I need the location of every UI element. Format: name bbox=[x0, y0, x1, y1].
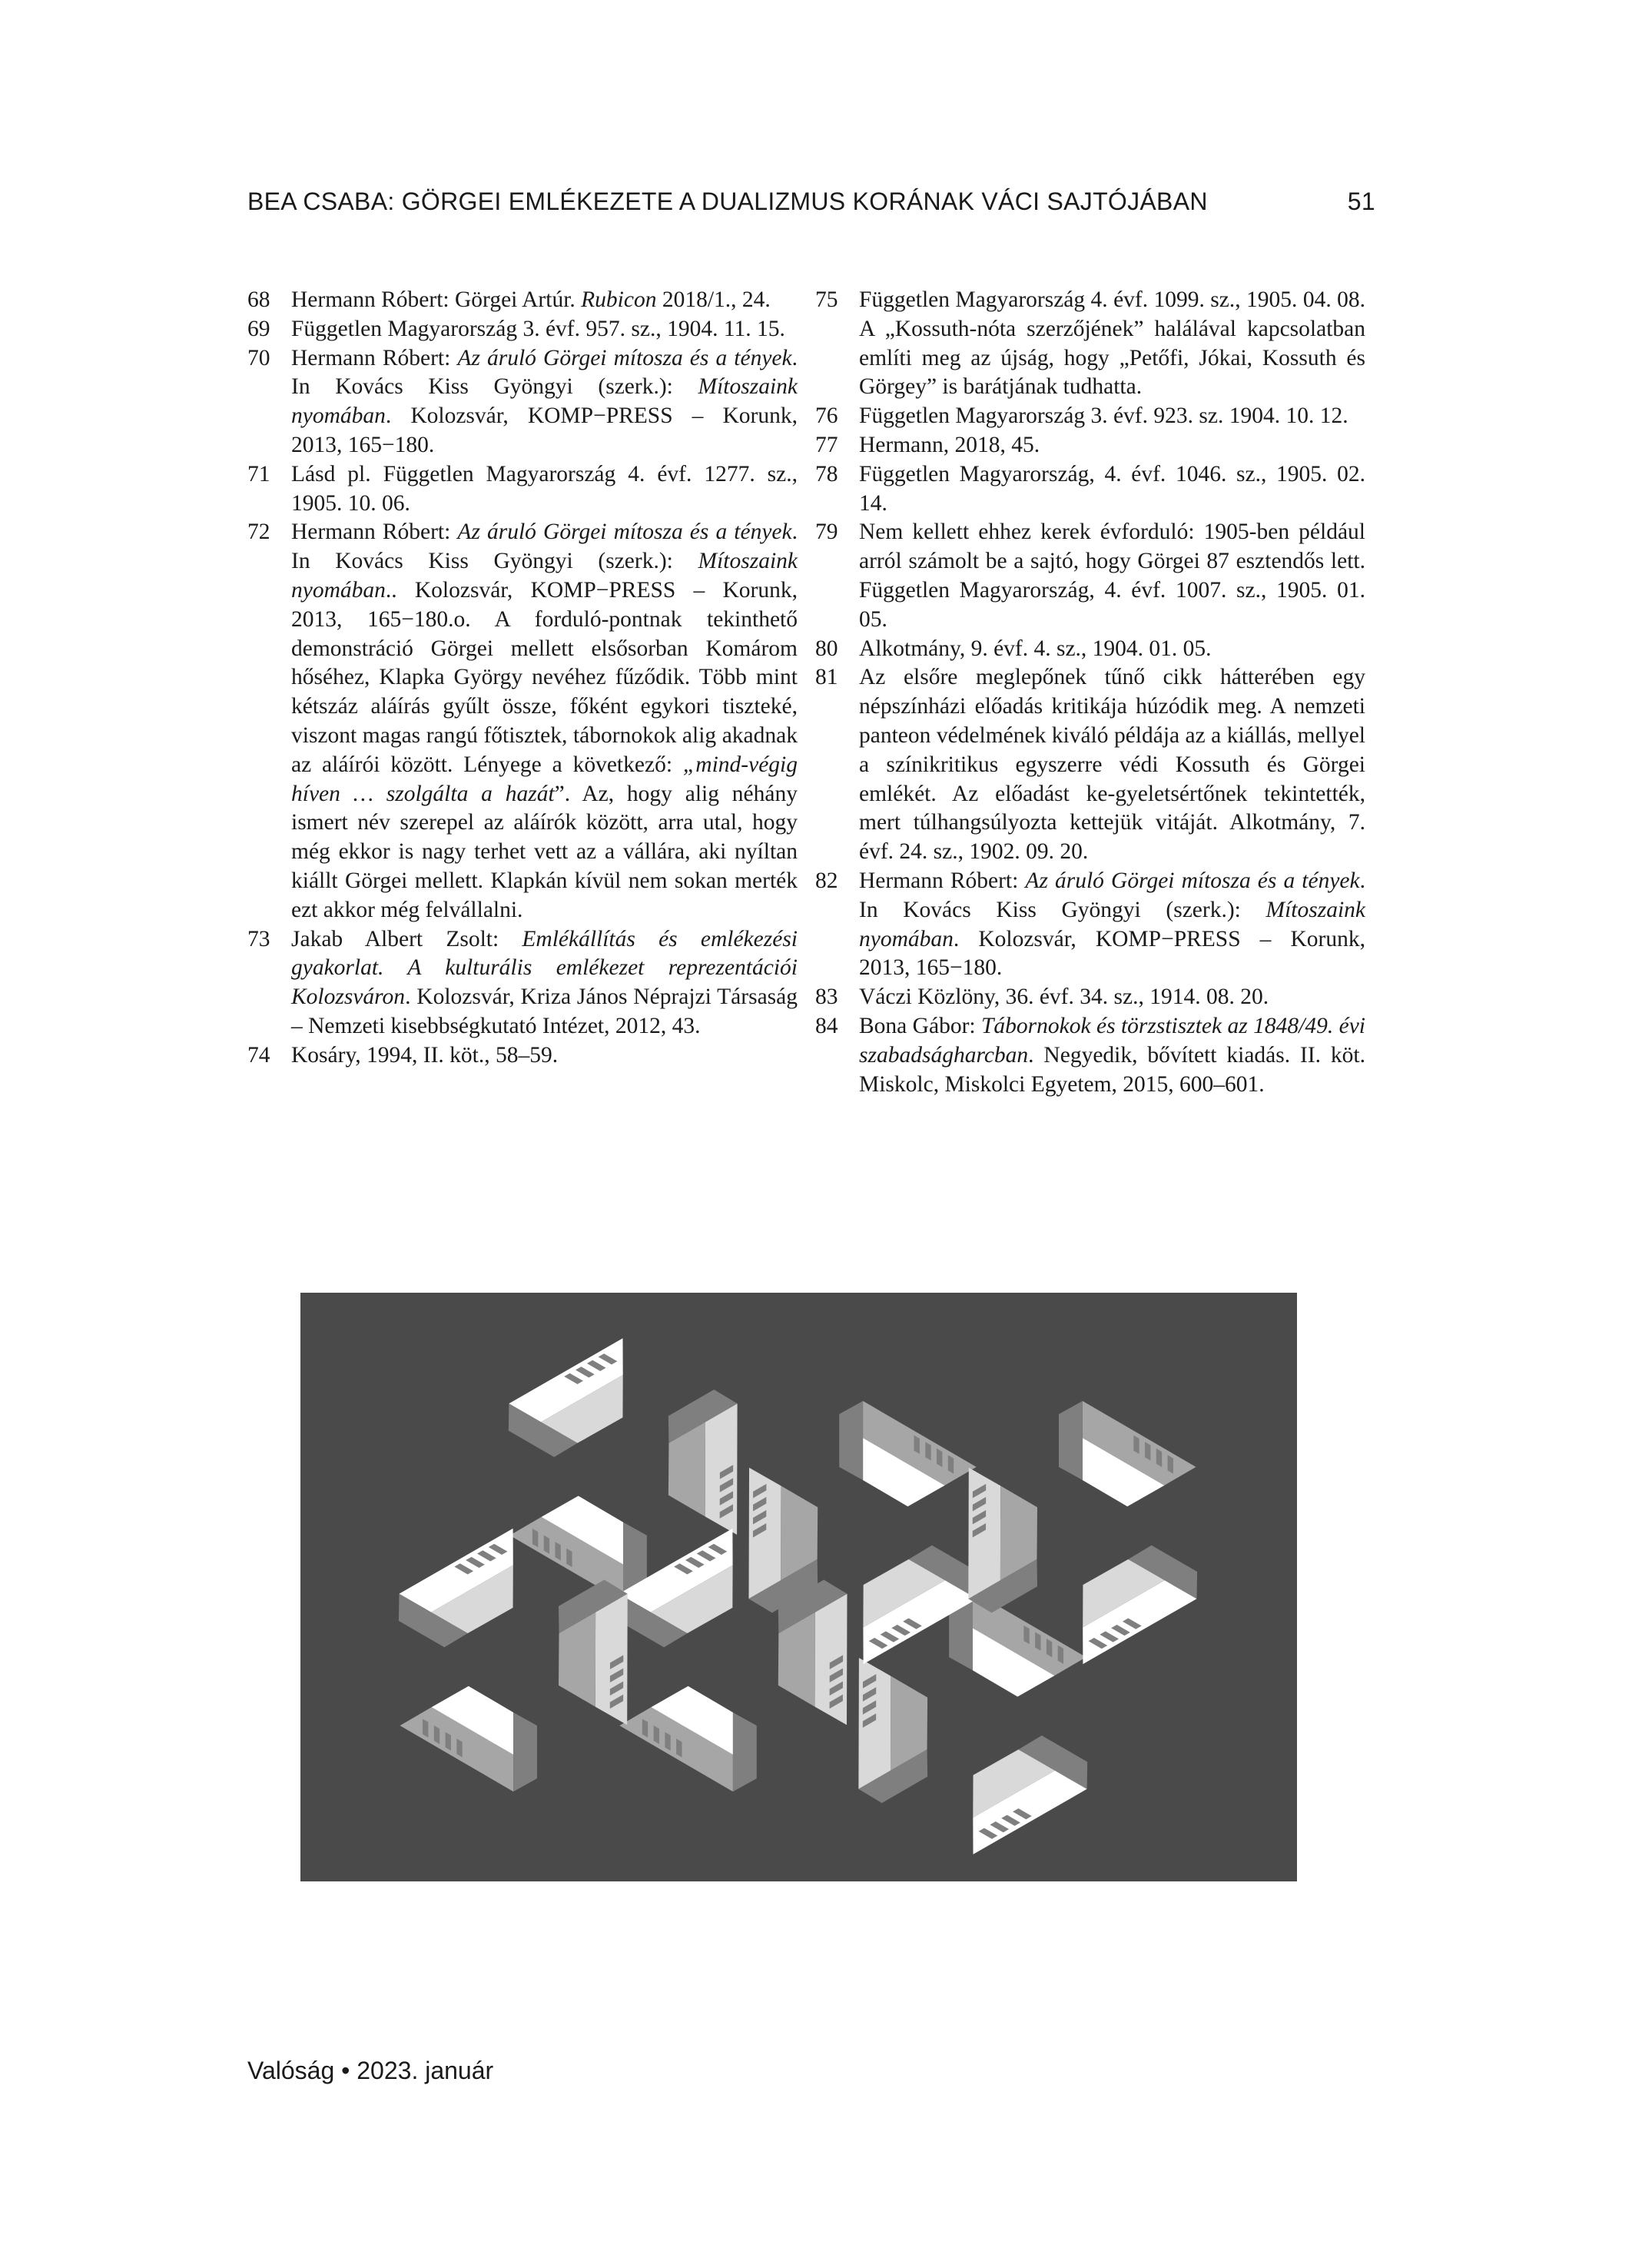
notes-column-right bbox=[815, 286, 1365, 1099]
footnote-number: 71 bbox=[247, 461, 270, 486]
art-hole bbox=[708, 1631, 758, 1675]
footnote-text: Az elsőre meglepőnek tűnő cikk hátterében egy népszínházi előadás kritikája húzódik meg. A nemzeti panteon védelmének kiváló példája az a kiállás, mellyel a színikritikus egyszerre védi Kossuth és Görgei emlékét. Az előadást ke-gyeletsértőnek tekintették, mert túlhangsúlyozta kettejük vitáját. Alkotmány, 7. évf. 24. sz., 1902. 09. 20. bbox=[859, 665, 1365, 865]
footnote-72 bbox=[247, 518, 798, 925]
footnote-text: Alkotmány, 9. évf. 4. sz., 1904. 01. 05. bbox=[859, 636, 1212, 661]
footnote-79 bbox=[815, 518, 1365, 634]
footnote-number: 84 bbox=[815, 1013, 838, 1038]
footnote-text: Hermann Róbert: Az áruló Görgei mítosza és a tények. In Kovács Kiss Gyöngyi (szerk.): Mítoszaink nyomában. Kolozsvár, KOMP−PRESS – Korunk, 2013, 165−180. bbox=[859, 868, 1365, 981]
footnote-83 bbox=[815, 983, 1365, 1012]
art-face bbox=[513, 1712, 537, 1791]
footnote-78 bbox=[815, 460, 1365, 519]
footnote-82 bbox=[815, 867, 1365, 983]
footnote-number: 81 bbox=[815, 665, 838, 690]
footnote-text: Hermann Róbert: Görgei Artúr. Rubicon 2018/1., 24. bbox=[291, 287, 771, 312]
footnote-number: 73 bbox=[247, 926, 270, 951]
footnote-73 bbox=[247, 925, 798, 1041]
footnote-81 bbox=[815, 663, 1365, 867]
footnote-number: 70 bbox=[247, 345, 270, 370]
art-face bbox=[1059, 1401, 1083, 1480]
journal-issue: Valóság • 2023. január bbox=[247, 2057, 494, 2084]
footnote-75 bbox=[815, 286, 1365, 402]
footnote-number: 82 bbox=[815, 868, 838, 893]
footnote-69 bbox=[247, 315, 798, 344]
footnote-text: Hermann Róbert: Az áruló Görgei mítosza és a tények. In Kovács Kiss Gyöngyi (szerk.): Mítoszaink nyomában. Kolozsvár, KOMP−PRESS – Korunk, 2013, 165−180. bbox=[291, 345, 798, 457]
art-hole bbox=[598, 1440, 648, 1484]
footnote-80 bbox=[815, 635, 1365, 664]
footnote-number: 77 bbox=[815, 432, 838, 457]
art-face bbox=[733, 1712, 757, 1791]
art-hole bbox=[488, 1631, 538, 1675]
footnote-text: Független Magyarország 4. évf. 1099. sz., 1905. 04. 08. A „Kossuth-nóta szerzőjének” halálával kapcsolatban említi meg az újság, hogy „Petőfi, Jókai, Kossuth és Görgey” is barátjának tudhatta. bbox=[859, 287, 1365, 400]
footnote-number: 74 bbox=[247, 1042, 270, 1068]
footnote-number: 72 bbox=[247, 520, 270, 545]
footnote-text: Váczi Közlöny, 36. évf. 34. sz., 1914. 08. 20. bbox=[859, 985, 1269, 1010]
art-hole bbox=[1057, 1519, 1107, 1562]
footnote-71 bbox=[247, 460, 798, 519]
footnote-84 bbox=[815, 1012, 1365, 1099]
footnote-number: 68 bbox=[247, 287, 270, 312]
footnote-number: 69 bbox=[247, 316, 270, 341]
footnote-number: 78 bbox=[815, 461, 838, 486]
footnote-text: Jakab Albert Zsolt: Emlékállítás és emlékezési gyakorlat. A kulturális emlékezet reprezentációi Kolozsváron. Kolozsvár, Kriza János Néprajzi Társaság – Nemzeti kisebbségkutató Intézet, 2012, 43. bbox=[291, 926, 798, 1038]
art-hole bbox=[947, 1708, 997, 1752]
footnote-number: 79 bbox=[815, 520, 838, 545]
footnote-text: Lásd pl. Független Magyarország 4. évf. 1277. sz., 1905. 10. 06. bbox=[291, 461, 798, 516]
footnote-text: Független Magyarország 3. évf. 923. sz. 1904. 10. 12. bbox=[859, 403, 1348, 429]
running-header bbox=[247, 188, 1375, 216]
footnote-number: 80 bbox=[815, 636, 838, 661]
footnote-text: Nem kellett ehhez kerek évforduló: 1905-ben például arról számolt be a sajtó, hogy Görgei 87 esztendős lett. Független Magyarország, 4. évf. 1007. sz., 1905. 01. 05. bbox=[859, 520, 1365, 632]
page-footer bbox=[247, 2057, 493, 2085]
footnote-text: Hermann, 2018, 45. bbox=[859, 432, 1040, 457]
footnote-68 bbox=[247, 286, 798, 315]
footnote-77 bbox=[815, 431, 1365, 460]
notes-column-left bbox=[247, 286, 798, 1071]
footnote-70 bbox=[247, 344, 798, 460]
page-number: 51 bbox=[1347, 188, 1375, 215]
artwork-svg bbox=[300, 1293, 1297, 1881]
art-hole bbox=[838, 1519, 887, 1562]
footnote-76 bbox=[815, 402, 1365, 431]
footnote-number: 83 bbox=[815, 985, 838, 1010]
footnote-text: Független Magyarország 3. évf. 957. sz., 1904. 11. 15. bbox=[291, 316, 785, 341]
footnote-74 bbox=[247, 1041, 798, 1071]
footnote-number: 76 bbox=[815, 403, 838, 429]
footnote-text: Független Magyarország, 4. évf. 1046. sz., 1905. 02. 14. bbox=[859, 461, 1365, 516]
impossible-figure-artwork bbox=[300, 1293, 1297, 1881]
footnote-number: 75 bbox=[815, 287, 838, 312]
art-face bbox=[839, 1401, 863, 1480]
footnote-text: Bona Gábor: Tábornokok és törzstisztek az 1848/49. évi szabadságharcban. Negyedik, bővített kiadás. II. köt. Miskolc, Miskolci Egyetem, 2015, 600–601. bbox=[859, 1013, 1365, 1097]
footnote-text: Kosáry, 1994, II. köt., 58–59. bbox=[291, 1042, 559, 1068]
running-title: BEA CSABA: GÖRGEI EMLÉKEZETE A DUALIZMUS KORÁNAK VÁCI SAJTÓJÁBAN bbox=[247, 188, 1208, 215]
footnote-text: Hermann Róbert: Az áruló Görgei mítosza és a tények. In Kovács Kiss Gyöngyi (szerk.): Mítoszaink nyomában.. Kolozsvár, KOMP−PRESS – Korunk, 2013, 165−180.o. A forduló-pontnak tekinthető demonstráció Görgei mellett elsősorban Komárom hőséhez, Klapka György nevéhez fűződik. Több mint kétszáz aláírás gyűlt össze, főként egykori tiszteké, viszont magas rangú főtisztek, tábornokok alig akadnak az aláírói között. Lényege a következő: „mind-végig híven … szolgálta a hazát”. Az, hogy alig néhány ismert név szerepel az aláírók között, arra utal, hogy még ekkor is nagy terhet vett az a vállára, aki nyíltan kiállt Görgei mellett. Klapkán kívül nem sokan merték ezt akkor még felvállalni. bbox=[291, 520, 798, 922]
